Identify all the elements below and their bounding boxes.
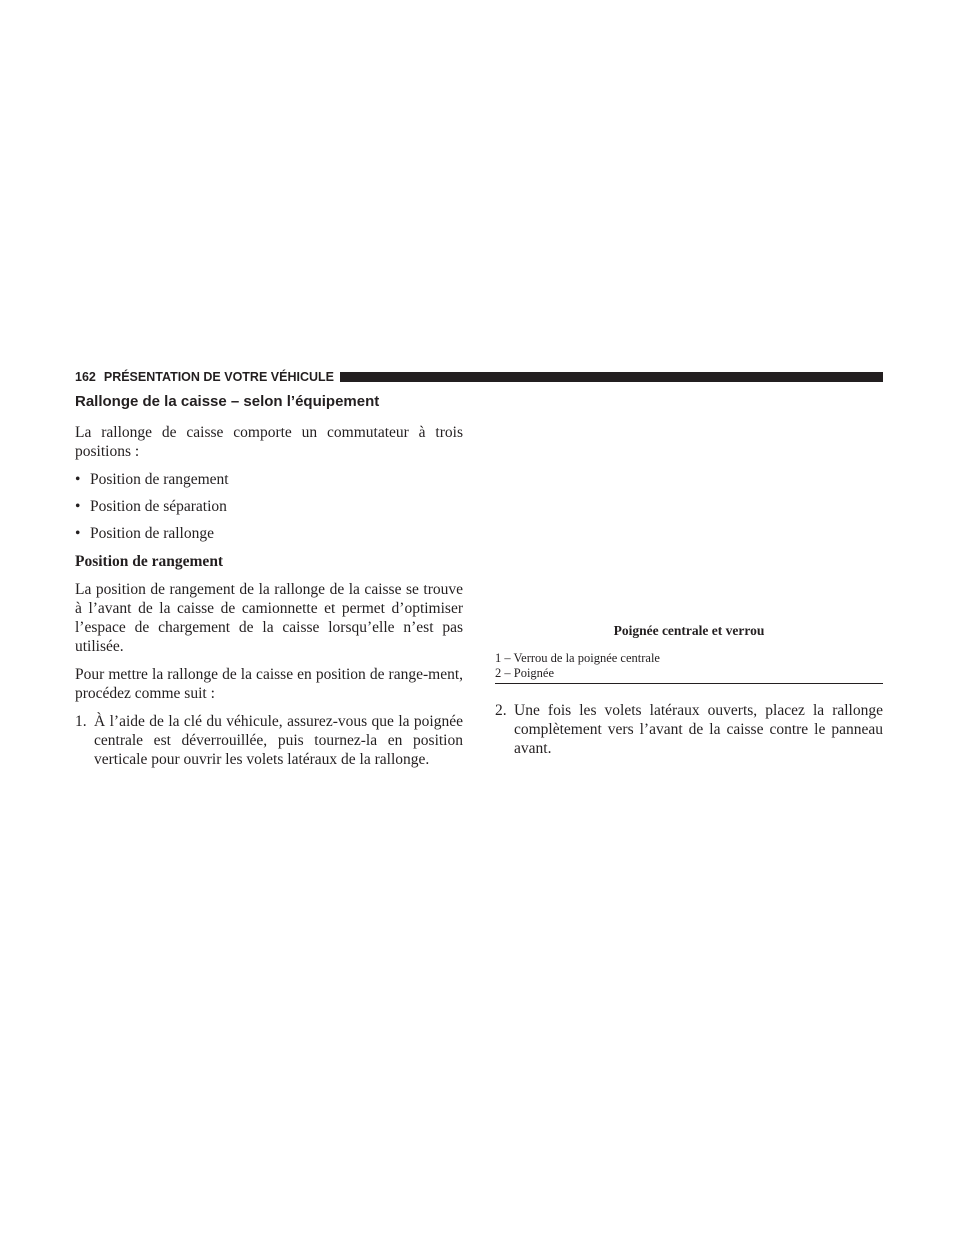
step-number: 1. <box>75 713 87 730</box>
intro-paragraph: La rallonge de caisse comporte un commutateur à trois positions : <box>75 424 463 460</box>
left-column <box>75 393 463 769</box>
page-header <box>75 368 883 386</box>
bullet-icon: • <box>75 525 81 542</box>
right-column <box>495 600 883 758</box>
legend-item: 1 – Verrou de la poignée centrale <box>495 651 660 665</box>
legend-rule <box>495 683 883 684</box>
procedure-paragraph: Pour mettre la rallonge de la caisse en position de range-ment, procédez comme suit : <box>75 666 463 702</box>
legend-item: 2 – Poignée <box>495 666 555 680</box>
subheading: Position de rangement <box>75 553 224 570</box>
step-1 <box>75 712 463 769</box>
list-item: • Position de séparation <box>75 498 227 515</box>
figure-caption: Poignée centrale et verrou <box>613 623 765 638</box>
step-text: À l’aide de la clé du véhicule, assurez-vous que la poignée centrale est déverrouillée, puis tournez-la en position verticale pour ouvrir les volets latéraux de la rallonge. <box>94 713 463 768</box>
positions-list <box>75 470 463 543</box>
list-item: • Position de rallonge <box>75 525 214 542</box>
article-title: Rallonge de la caisse – selon l’équipement <box>75 393 380 410</box>
step-number: 2. <box>495 702 507 719</box>
bullet-icon: • <box>75 498 81 515</box>
page-number: 162 <box>75 370 96 384</box>
bullet-icon: • <box>75 471 81 488</box>
section-title: PRÉSENTATION DE VOTRE VÉHICULE <box>103 370 334 384</box>
figure-legend <box>495 651 883 681</box>
storage-paragraph: La position de rangement de la rallonge de la caisse se trouve à l’avant de la caisse de camionnette et permet d’optimiser l’espace de chargement de la caisse lorsqu’elle n’est pas utilisée. <box>75 581 463 655</box>
step-text: Une fois les volets latéraux ouverts, placez la rallonge complètement vers l’avant de la caisse contre le panneau avant. <box>514 702 883 757</box>
header-rule <box>340 372 883 382</box>
list-item: • Position de rangement <box>75 471 229 488</box>
step-2 <box>495 701 883 758</box>
